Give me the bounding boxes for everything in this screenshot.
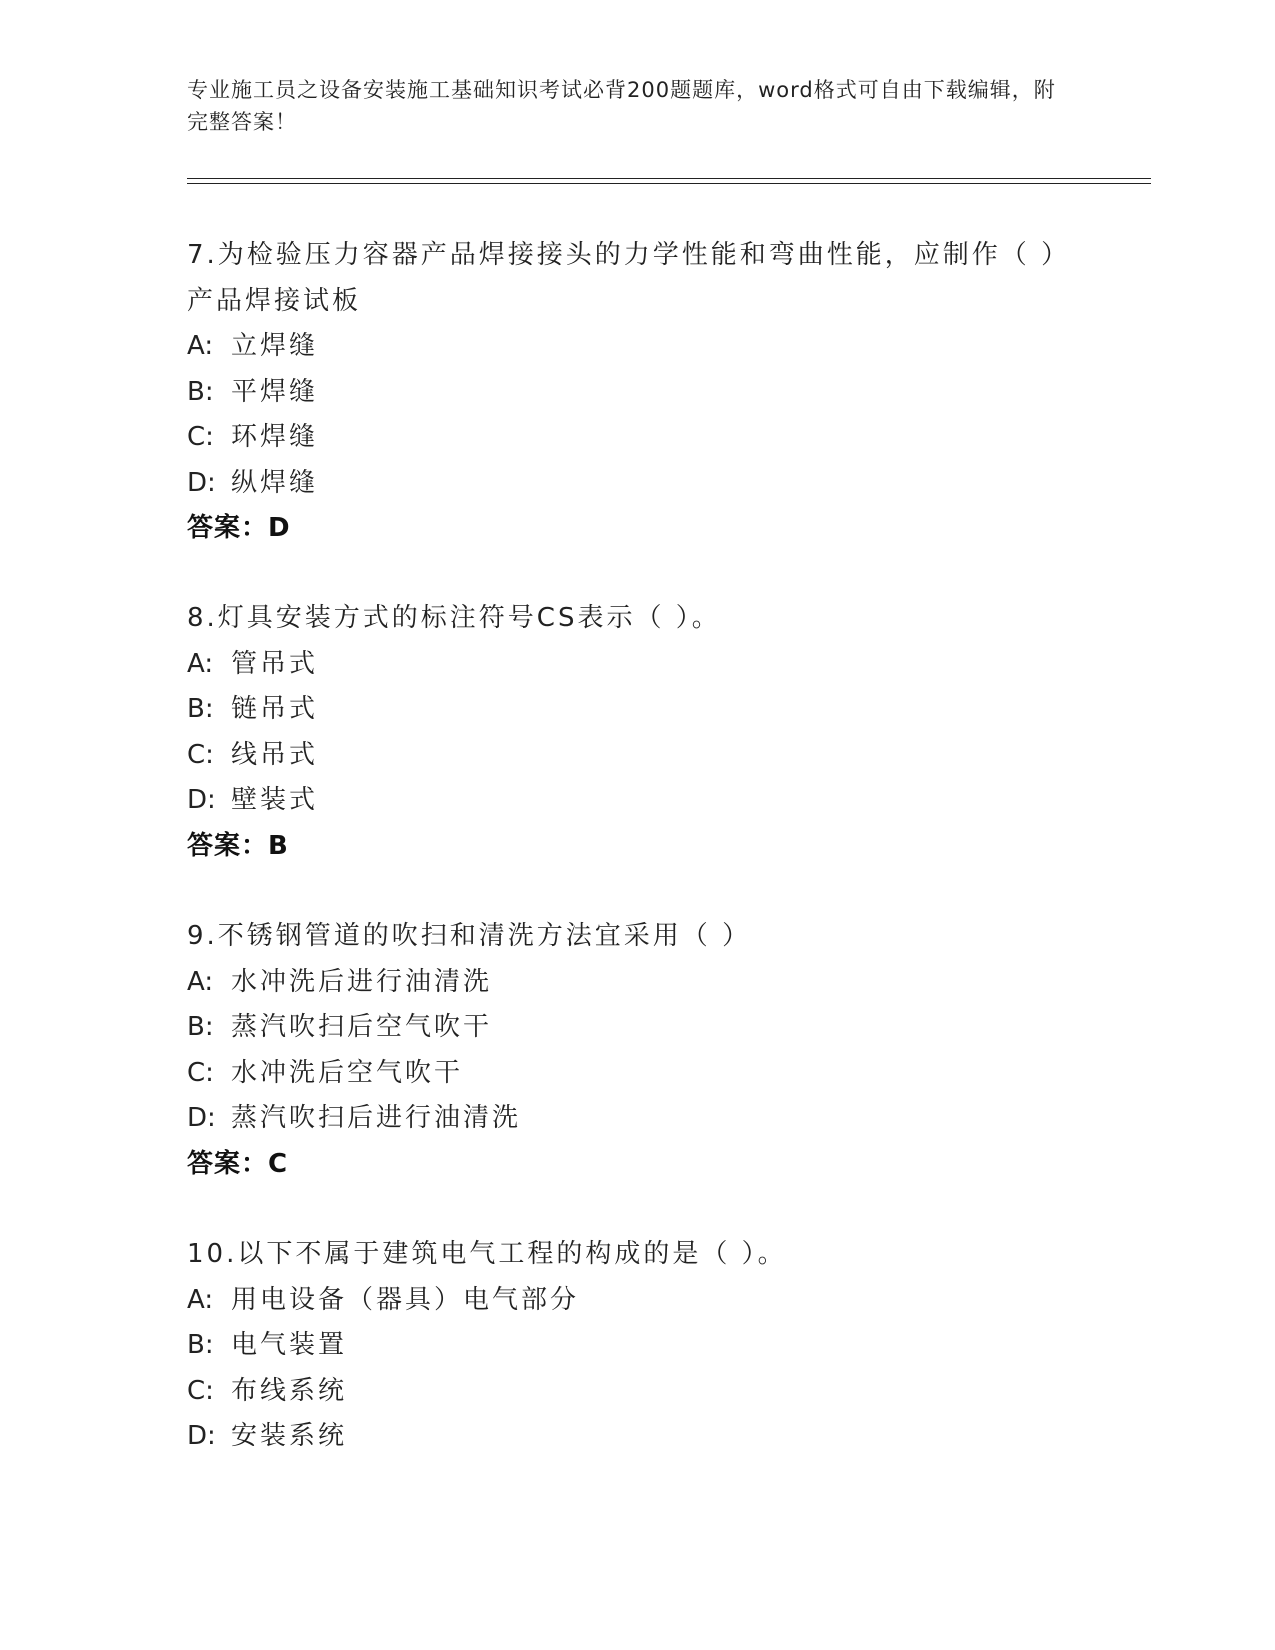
- answer-label: 答案：C: [187, 1148, 289, 1179]
- option-a: [187, 1278, 1087, 1324]
- question-10: [187, 1232, 1087, 1460]
- question-9: [187, 914, 1087, 1187]
- question-8: [187, 596, 1087, 869]
- option-text: 蒸汽吹扫后空气吹干: [231, 1012, 493, 1042]
- option-c: [187, 1369, 1087, 1415]
- document-title: 专业施工员之设备安装施工基础知识考试必背200题题库，word格式可自由下载编辑，附完整答案！: [187, 78, 1056, 134]
- question-stem: 9.不锈钢管道的吹扫和清洗方法宜采用（ ）: [187, 921, 752, 951]
- option-a: [187, 324, 1087, 370]
- option-a: [187, 960, 1087, 1006]
- option-key: D:: [187, 1421, 216, 1451]
- option-key: C:: [187, 739, 214, 770]
- option-text: 管吊式: [231, 648, 319, 679]
- option-b: [187, 1005, 1087, 1051]
- option-text: 电气装置: [231, 1330, 348, 1360]
- option-text: 环焊缝: [231, 422, 319, 452]
- question-7: [187, 233, 1087, 552]
- option-key: A:: [187, 1284, 214, 1315]
- option-text: 用电设备（器具）电气部分: [231, 1284, 580, 1315]
- option-b: [187, 687, 1087, 733]
- option-key: B:: [187, 1330, 214, 1360]
- option-text: 链吊式: [231, 694, 319, 724]
- option-key: B:: [187, 694, 214, 724]
- option-key: A:: [187, 331, 214, 361]
- option-key: D:: [187, 785, 216, 815]
- option-a: [187, 642, 1087, 688]
- option-key: B:: [187, 376, 214, 407]
- question-stem: 10.以下不属于建筑电气工程的构成的是（ ）。: [187, 1239, 787, 1269]
- question-stem: 8.灯具安装方式的标注符号CS表示（ ）。: [187, 603, 721, 633]
- option-key: C:: [187, 422, 214, 452]
- option-c: [187, 1051, 1087, 1097]
- option-c: [187, 415, 1087, 461]
- option-key: A:: [187, 966, 214, 997]
- answer-label: 答案：D: [187, 513, 291, 543]
- option-d: [187, 778, 1087, 824]
- option-text: 水冲洗后进行油清洗: [231, 966, 493, 997]
- option-key: D:: [187, 467, 216, 498]
- option-b: [187, 1323, 1087, 1369]
- option-c: [187, 733, 1087, 779]
- option-text: 安装系统: [231, 1421, 348, 1451]
- option-text: 立焊缝: [231, 331, 319, 361]
- option-d: [187, 1414, 1087, 1460]
- option-text: 布线系统: [231, 1375, 348, 1406]
- option-key: C:: [187, 1057, 214, 1088]
- option-text: 壁装式: [231, 785, 319, 815]
- header-divider-bottom: [187, 183, 1151, 184]
- option-b: [187, 370, 1087, 416]
- question-stem: 7.为检验压力容器产品焊接接头的力学性能和弯曲性能，应制作（ ）产品焊接试板: [187, 240, 1071, 316]
- option-key: C:: [187, 1375, 214, 1406]
- option-key: B:: [187, 1012, 214, 1042]
- option-text: 线吊式: [231, 739, 319, 770]
- option-d: [187, 461, 1087, 507]
- option-d: [187, 1096, 1087, 1142]
- option-key: A:: [187, 648, 214, 679]
- option-text: 蒸汽吹扫后进行油清洗: [231, 1103, 522, 1133]
- option-key: D:: [187, 1103, 216, 1133]
- option-text: 水冲洗后空气吹干: [231, 1057, 464, 1088]
- option-text: 平焊缝: [231, 376, 319, 407]
- option-text: 纵焊缝: [231, 467, 319, 498]
- answer-label: 答案：B: [187, 830, 289, 861]
- header-divider-top: [187, 178, 1151, 179]
